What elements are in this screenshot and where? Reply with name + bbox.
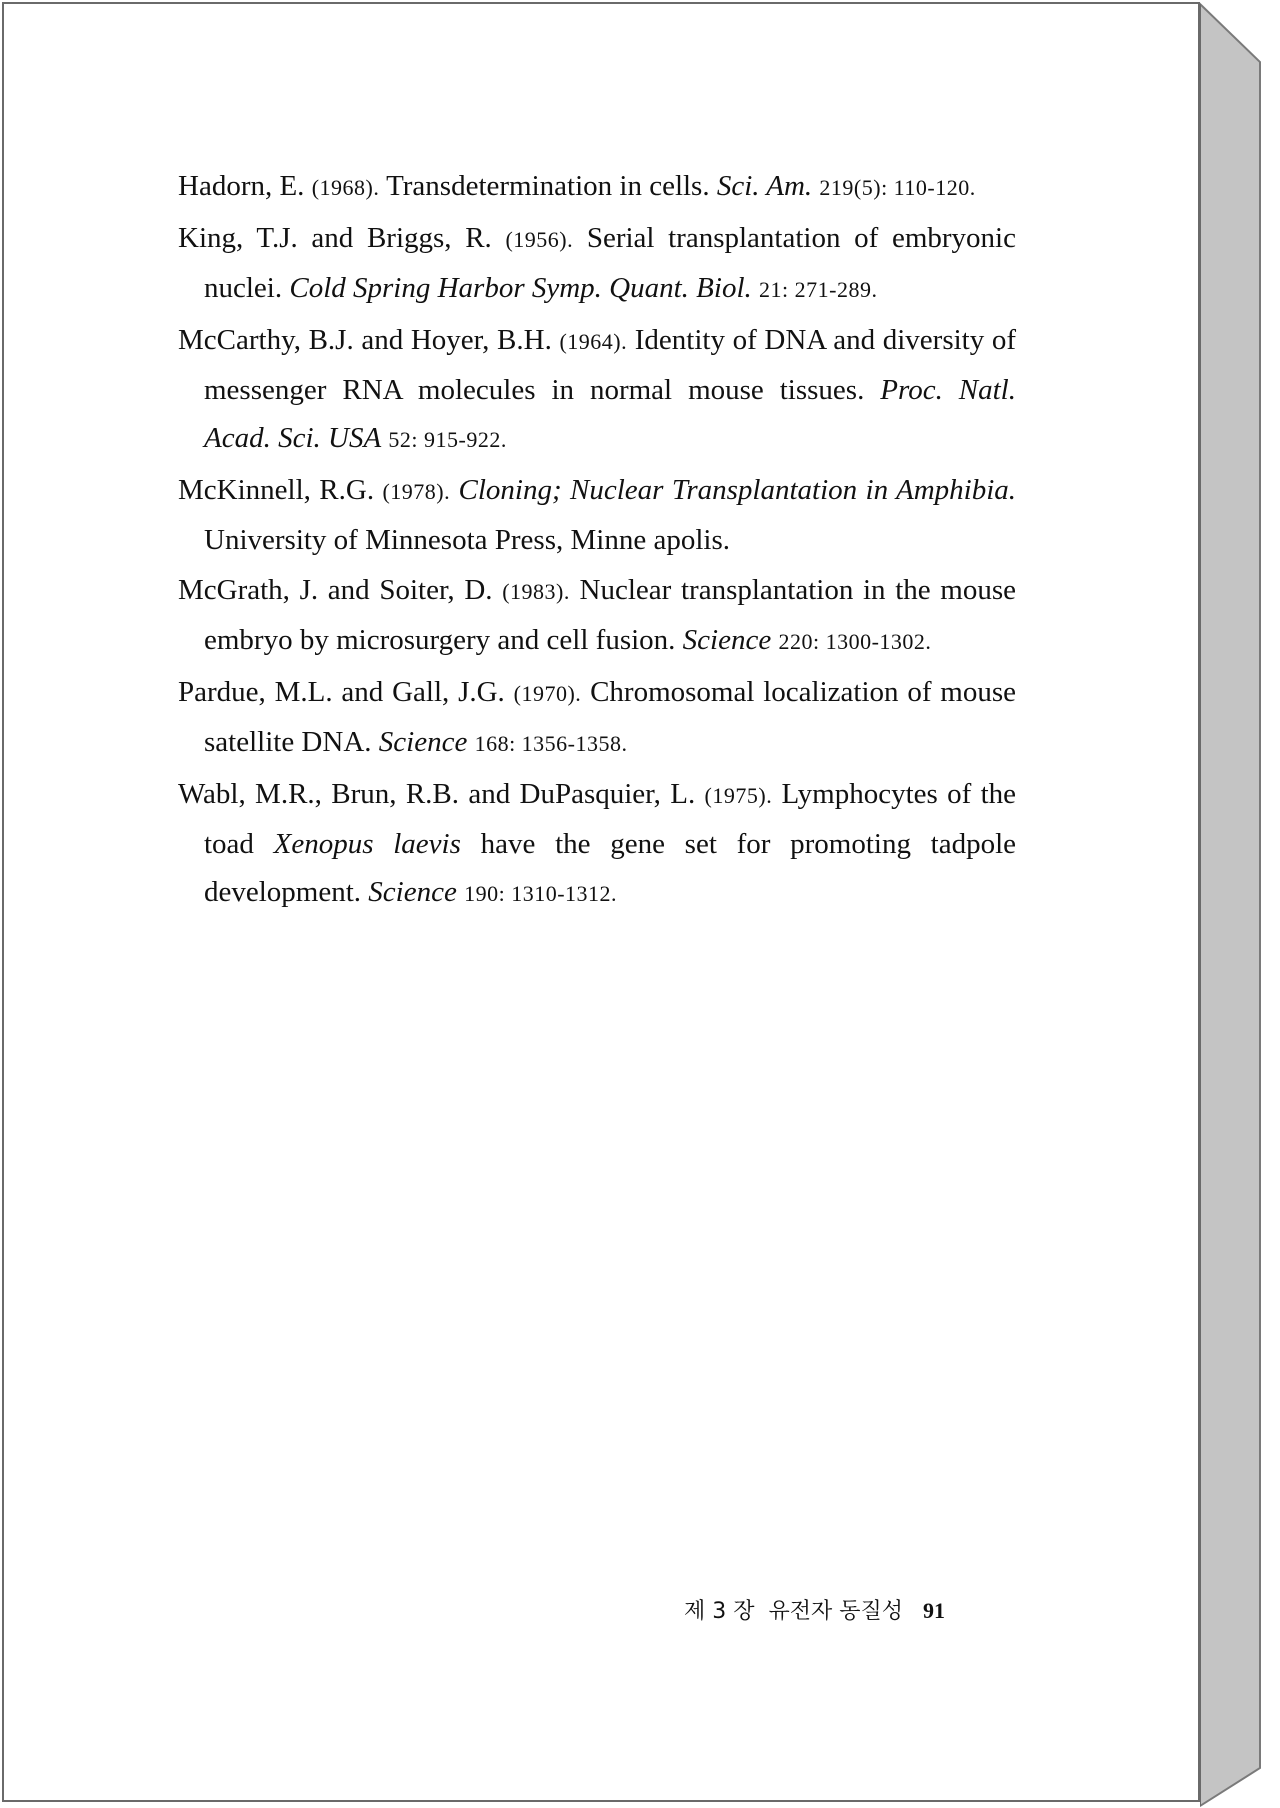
chapter-title: 유전자 동질성 — [768, 1599, 904, 1624]
ref-title-pre: Lymphocytes of the toad — [204, 778, 1017, 860]
reference-list — [178, 162, 1016, 920]
ref-citation: 219(5): 110-120. — [819, 175, 976, 200]
ref-journal: Science — [378, 726, 468, 758]
ref-species: Xenopus laevis — [273, 828, 461, 860]
ref-journal: Sci. Am. — [716, 170, 813, 202]
ref-authors: McKinnell, R.G. — [178, 474, 375, 506]
ref-year: (1956). — [505, 227, 574, 252]
ref-citation: 168: 1356-1358. — [474, 731, 628, 756]
ref-title: Chromosomal localization of mouse satellite DNA. — [204, 676, 1016, 758]
reference-mcgrath-soiter — [178, 566, 1016, 666]
ref-authors: Hadorn, E. — [178, 170, 305, 202]
ref-citation: 52: 915-922. — [388, 427, 507, 452]
ref-year: (1978). — [382, 479, 451, 504]
ref-journal: Science — [682, 624, 772, 656]
book-edge-shape — [1200, 2, 1278, 1808]
reference-mckinnell — [178, 466, 1016, 564]
ref-title: Identity of DNA and diversity of messenger RNA molecules in normal mouse tissues. — [204, 324, 1017, 406]
reference-pardue-gall — [178, 668, 1016, 768]
ref-year: (1983). — [502, 579, 570, 604]
reference-king-briggs — [178, 214, 1016, 314]
ref-journal: Cold Spring Harbor Symp. Quant. Biol. — [289, 272, 752, 304]
ref-publisher: University of Minnesota Press, Minne apolis. — [204, 524, 730, 556]
ref-authors: King, T.J. and Briggs, R. — [178, 222, 492, 254]
ref-citation: 220: 1300-1302. — [778, 629, 932, 654]
book-page — [2, 2, 1200, 1802]
ref-citation: 190: 1310-1312. — [464, 881, 618, 906]
page-footer — [684, 1594, 945, 1625]
ref-authors: McCarthy, B.J. and Hoyer, B.H. — [178, 324, 552, 356]
ref-journal: Science — [368, 876, 457, 908]
reference-wabl — [178, 770, 1016, 918]
ref-authors: Pardue, M.L. and Gall, J.G. — [178, 676, 505, 708]
ref-authors: Wabl, M.R., Brun, R.B. and DuPasquier, L. — [178, 778, 696, 810]
ref-year: (1964). — [559, 329, 628, 354]
ref-book-title: Cloning; Nuclear Transplantation in Amphibia. — [458, 474, 1016, 506]
ref-year: (1975). — [704, 783, 773, 808]
ref-authors: McGrath, J. and Soiter, D. — [178, 574, 493, 606]
ref-year: (1968). — [311, 175, 380, 200]
ref-title-post: have the gene set for promoting tadpole development. — [204, 828, 1017, 908]
ref-title: Nuclear transplantation in the mouse embryo by microsurgery and cell fusion. — [204, 574, 1017, 656]
ref-title: Transdetermination in cells. — [386, 170, 710, 202]
chapter-label: 제 3 장 — [684, 1599, 755, 1624]
reference-mccarthy-hoyer — [178, 316, 1016, 464]
ref-journal: Proc. Natl. Acad. Sci. USA — [204, 374, 1016, 454]
page-number: 91 — [923, 1598, 946, 1623]
reference-hadorn — [178, 162, 1016, 212]
ref-year: (1970). — [513, 681, 582, 706]
ref-title: Serial transplantation of embryonic nuclei. — [204, 222, 1016, 304]
ref-citation: 21: 271-289. — [759, 277, 878, 302]
